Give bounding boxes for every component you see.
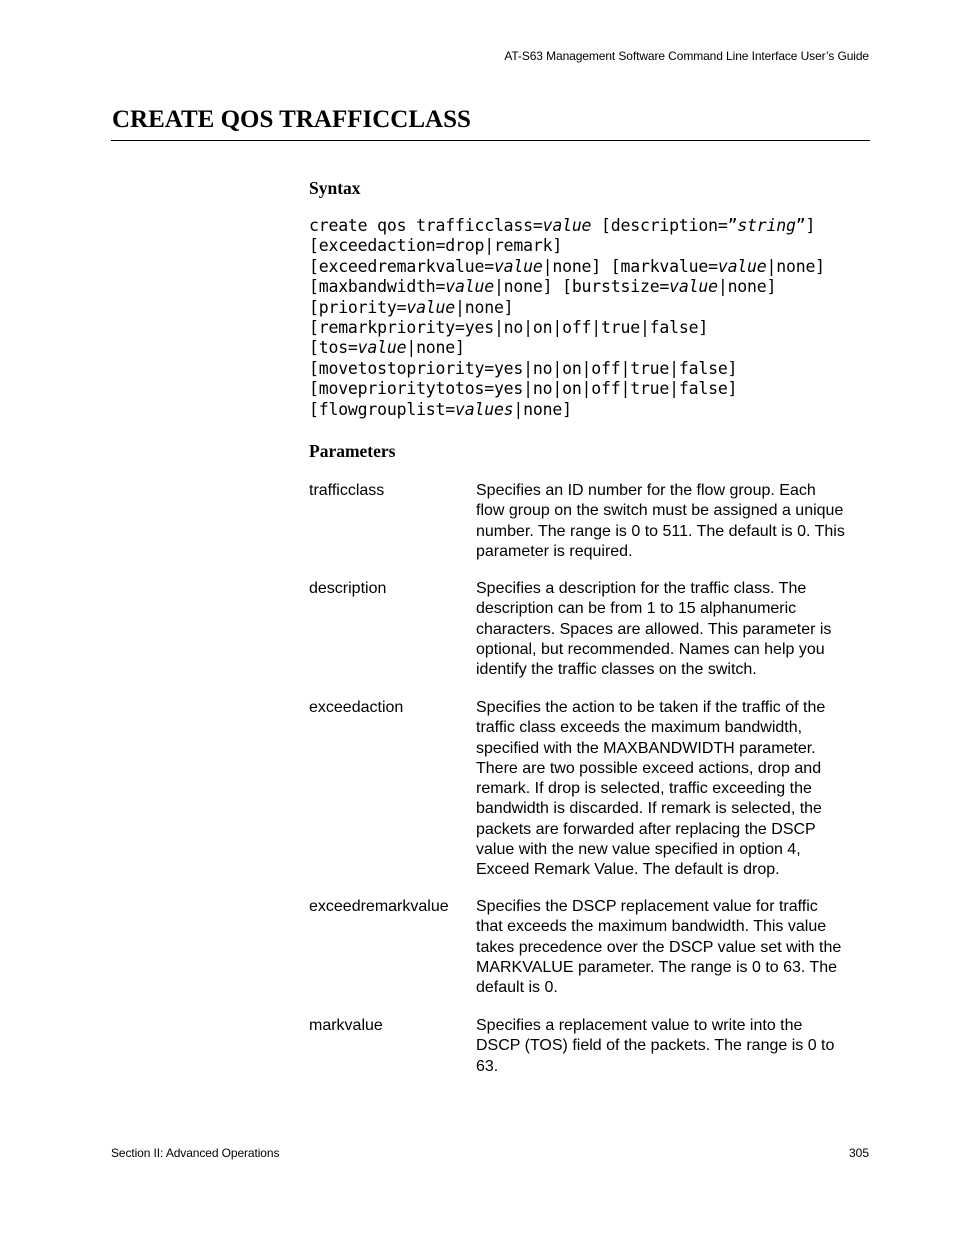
param-description-line: Specifies a replacement value to write into the	[476, 1017, 803, 1034]
param-name: exceedaction	[309, 699, 404, 716]
param-description-line: There are two possible exceed actions, drop and	[476, 759, 822, 777]
syntax-placeholder: string	[737, 216, 796, 235]
param-description-line: Specifies an ID number for the flow group. Each	[476, 482, 816, 499]
param-description	[476, 481, 870, 562]
title-divider	[111, 140, 870, 141]
param-description-line: MARKVALUE parameter. The range is 0 to 63. The	[476, 958, 838, 976]
param-description-line: characters. Spaces are allowed. This parameter is	[476, 620, 832, 638]
param-description-line: packets are forwarded after replacing the DSCP	[476, 820, 816, 838]
syntax-text: [maxbandwidth=	[309, 277, 446, 297]
syntax-line	[309, 338, 825, 358]
syntax-text: [exceedaction=drop|remark]	[309, 236, 563, 256]
param-description-line: Specifies a description for the traffic class. The	[476, 580, 807, 597]
param-name: description	[309, 580, 387, 597]
param-description-line: Specifies the DSCP replacement value for traffic	[476, 898, 818, 915]
syntax-text: [movetostopriority=yes|no|on|off|true|false]	[309, 358, 738, 378]
syntax-text: [moveprioritytotos=yes|no|on|off|true|false]	[309, 379, 738, 399]
running-header: AT-S63 Management Software Command Line Interface User’s Guide	[504, 49, 869, 63]
syntax-code-block	[309, 216, 825, 420]
syntax-text: |none]	[455, 297, 514, 317]
syntax-line	[309, 318, 825, 338]
syntax-text: [flowgrouplist=	[309, 399, 456, 419]
syntax-placeholder: value	[669, 277, 718, 297]
syntax-line	[309, 379, 825, 399]
param-name: markvalue	[309, 1017, 383, 1034]
param-description-line: flow group on the switch must be assigned a unique	[476, 502, 844, 520]
param-description-line: remark. If drop is selected, traffic exceeding the	[476, 780, 812, 798]
syntax-text: |none]	[406, 338, 465, 358]
syntax-text: [priority=	[309, 297, 407, 317]
param-description-line: bandwidth is discarded. If remark is selected, the	[476, 800, 822, 818]
param-description-line: default is 0.	[476, 979, 558, 997]
footer-page-number: 305	[848, 1146, 869, 1160]
syntax-line	[309, 277, 825, 297]
param-description	[476, 897, 870, 998]
syntax-text: |none] [markvalue=	[542, 256, 718, 276]
param-description	[476, 1016, 870, 1077]
syntax-text: |none]	[766, 256, 825, 276]
param-description-line: traffic class exceeds the maximum bandwidth,	[476, 719, 803, 737]
syntax-text: [exceedremarkvalue=	[309, 256, 494, 276]
syntax-line	[309, 400, 825, 420]
syntax-text: [tos=	[309, 338, 358, 358]
param-description-line: identify the traffic classes on the switch.	[476, 661, 757, 679]
param-description-line: number. The range is 0 to 511. The default is 0. This	[476, 522, 845, 540]
syntax-text: ”]	[795, 216, 816, 235]
syntax-text: |none] [burstsize=	[493, 277, 670, 297]
syntax-text: [description=”	[591, 216, 738, 235]
syntax-placeholder: value	[717, 256, 767, 276]
param-name: trafficclass	[309, 482, 385, 499]
syntax-placeholder: value	[542, 216, 592, 235]
param-description-line: DSCP (TOS) field of the packets. The range is 0 to	[476, 1037, 835, 1055]
param-description-line: 63.	[476, 1057, 499, 1075]
param-description-line: that exceeds the maximum bandwidth. This value	[476, 918, 827, 936]
syntax-line	[309, 359, 825, 379]
syntax-text: [remarkpriority=yes|no|on|off|true|false]	[309, 317, 709, 337]
syntax-heading: Syntax	[309, 178, 361, 198]
syntax-text: create qos trafficclass=	[309, 216, 543, 235]
syntax-line	[309, 298, 825, 318]
param-description-line: optional, but recommended. Names can help you	[476, 640, 825, 658]
syntax-placeholder: value	[357, 338, 407, 358]
syntax-placeholder: values	[455, 399, 514, 419]
param-description-line: parameter is required.	[476, 542, 633, 560]
syntax-line	[309, 257, 825, 277]
param-description	[476, 579, 870, 680]
footer-section-name: Section II: Advanced Operations	[111, 1146, 280, 1160]
syntax-line	[309, 236, 825, 256]
param-description	[476, 698, 870, 881]
syntax-line	[309, 216, 825, 236]
param-description-line: takes precedence over the DSCP value set with the	[476, 938, 842, 956]
param-description-line: Specifies the action to be taken if the traffic of the	[476, 699, 826, 716]
param-description-line: value with the new value specified in option 4,	[476, 841, 801, 859]
param-name: exceedremarkvalue	[309, 898, 449, 915]
param-description-line: description can be from 1 to 15 alphanumeric	[476, 600, 797, 618]
syntax-placeholder: value	[406, 297, 456, 317]
param-description-line: specified with the MAXBANDWIDTH parameter.	[476, 739, 816, 757]
syntax-text: |none]	[513, 399, 572, 419]
param-description-line: Exceed Remark Value. The default is drop.	[476, 861, 780, 879]
syntax-placeholder: value	[445, 277, 494, 297]
syntax-text: |none]	[717, 277, 777, 297]
syntax-placeholder: value	[493, 256, 543, 276]
parameters-heading: Parameters	[309, 441, 396, 461]
page-title: CREATE QOS TRAFFICCLASS	[112, 106, 471, 133]
